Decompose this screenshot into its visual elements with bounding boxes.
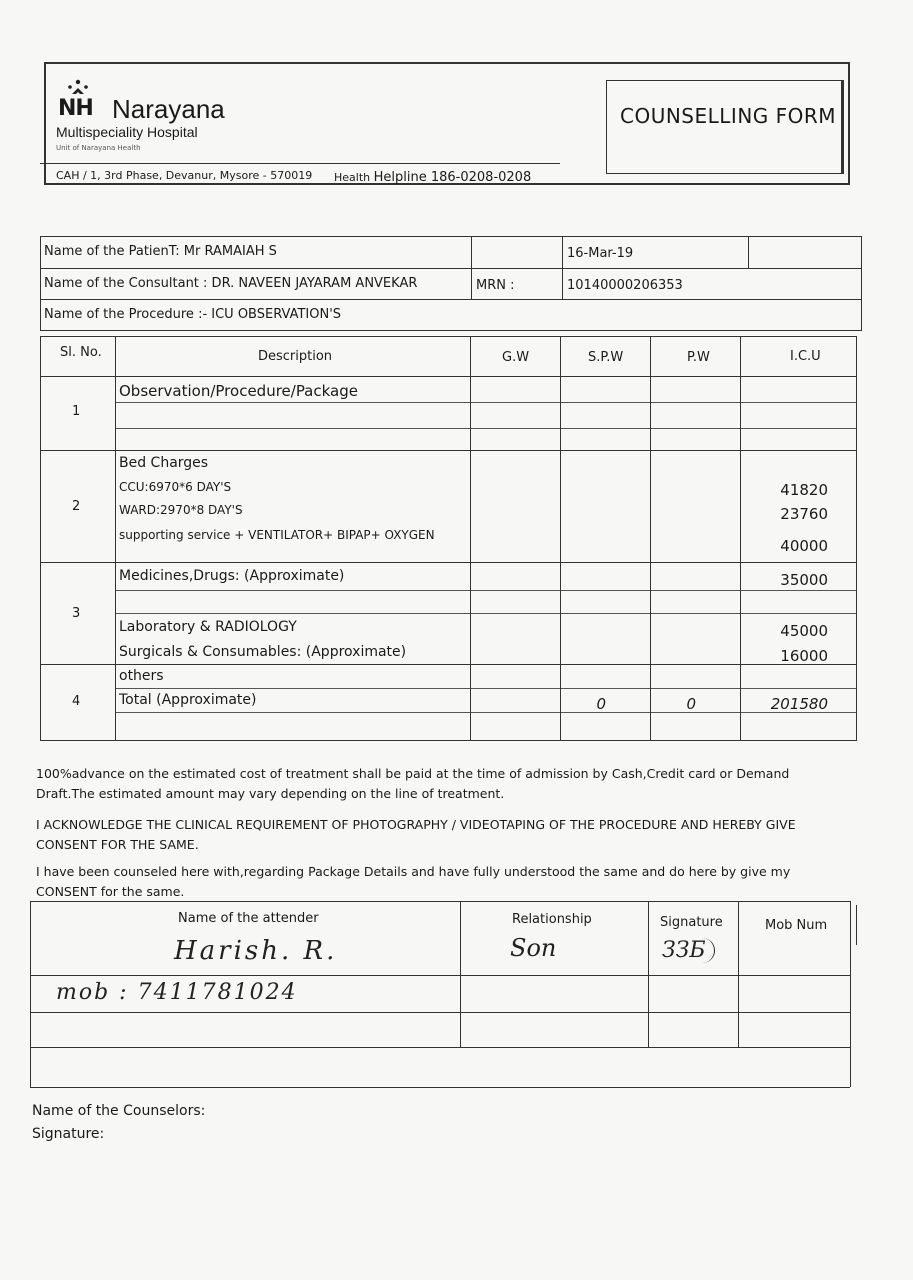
row-sub-item: supporting service + VENTILATOR+ BIPAP+ OXYGEN bbox=[119, 528, 435, 542]
form-title: COUNSELLING FORM bbox=[620, 104, 837, 128]
helpline-value: Helpline 186-0208-0208 bbox=[373, 170, 532, 185]
total-pw: 0 bbox=[686, 695, 696, 713]
grid-line bbox=[115, 688, 857, 689]
grid-line bbox=[460, 901, 461, 1047]
row-description: Observation/Procedure/Package bbox=[119, 382, 358, 400]
row-description: Bed Charges bbox=[119, 455, 209, 471]
grid-line bbox=[115, 336, 116, 740]
grid-line bbox=[115, 402, 857, 403]
row-sub-item: others bbox=[119, 668, 164, 684]
counselors-label: Name of the Counselors: bbox=[32, 1103, 206, 1119]
grid-line bbox=[115, 613, 857, 614]
grid-line bbox=[40, 236, 862, 237]
header-divider bbox=[40, 163, 560, 164]
col-header-spw: S.P.W bbox=[588, 350, 624, 365]
grid-line bbox=[648, 901, 649, 1047]
brand-name: Narayana bbox=[112, 94, 225, 124]
grid-line bbox=[40, 376, 857, 377]
grid-line bbox=[40, 562, 857, 563]
attender-name-handwritten: Harish. R. bbox=[174, 936, 338, 966]
grid-line bbox=[40, 740, 857, 741]
col-header-sl-no: Sl. No. bbox=[60, 345, 102, 360]
mob-handwritten: mob : 7411781024 bbox=[56, 980, 298, 1005]
icu-amount: 35000 bbox=[780, 571, 828, 589]
col-header-icu: I.C.U bbox=[790, 349, 821, 364]
brand-tagline: Unit of Narayana Health bbox=[56, 144, 141, 152]
icu-amount: 41820 bbox=[780, 481, 828, 499]
grid-line bbox=[30, 1047, 850, 1048]
relationship-handwritten: Son bbox=[510, 934, 557, 962]
mrn-label: MRN : bbox=[476, 278, 515, 293]
grid-line bbox=[115, 428, 857, 429]
helpline bbox=[334, 170, 531, 185]
grid-line bbox=[748, 236, 749, 268]
row-sub-item: Surgicals & Consumables: (Approximate) bbox=[119, 644, 407, 660]
col-header-gw: G.W bbox=[502, 350, 530, 365]
signature-header: Signature bbox=[660, 915, 723, 930]
grid-line bbox=[40, 336, 41, 740]
grid-line bbox=[40, 330, 862, 331]
brand-mark: NH bbox=[58, 96, 93, 121]
grid-line bbox=[30, 901, 850, 902]
grid-line bbox=[856, 905, 857, 945]
grid-line bbox=[470, 336, 471, 740]
brand-subtitle: Multispeciality Hospital bbox=[56, 124, 198, 140]
row-number: 2 bbox=[72, 499, 81, 514]
mob-header: Mob Num bbox=[765, 918, 828, 933]
admission-date: 16-Mar-19 bbox=[567, 246, 634, 261]
row-sub-item: Medicines,Drugs: (Approximate) bbox=[119, 568, 345, 584]
procedure-name: Name of the Procedure :- ICU OBSERVATION'S bbox=[44, 307, 342, 322]
icu-amount: 23760 bbox=[780, 505, 828, 523]
patient-name: Name of the PatienT: Mr RAMAIAH S bbox=[44, 244, 277, 259]
total-icu: 201580 bbox=[770, 695, 828, 713]
acknowledge-note: I ACKNOWLEDGE THE CLINICAL REQUIREMENT OF PHOTOGRAPHY / VIDEOTAPING OF THE PROCEDURE AND HEREBY GIVE CONSENT FOR THE SAME. bbox=[36, 817, 796, 852]
grid-line bbox=[40, 268, 862, 269]
grid-line bbox=[115, 590, 857, 591]
col-header-pw: P.W bbox=[687, 350, 710, 365]
helpline-label: Health bbox=[334, 171, 371, 184]
consent-note: I have been counseled here with,regarding Package Details and have fully understood the same and do here by give my CONSENT for the same. bbox=[36, 864, 791, 899]
row-number: 1 bbox=[72, 404, 81, 419]
col-header-description: Description bbox=[258, 349, 333, 364]
advance-note: 100%advance on the estimated cost of treatment shall be paid at the time of admission by Cash,Credit card or Demand Draft.The estimated amount may vary depending on the line of treatment. bbox=[36, 766, 790, 801]
row-sub-item: CCU:6970*6 DAY'S bbox=[119, 480, 232, 494]
grid-line bbox=[560, 336, 561, 740]
attender-name-header: Name of the attender bbox=[178, 911, 319, 926]
grid-line bbox=[471, 236, 472, 299]
grid-line bbox=[738, 901, 739, 1047]
hospital-address: CAH / 1, 3rd Phase, Devanur, Mysore - 570019 bbox=[56, 169, 313, 182]
grid-line bbox=[30, 901, 31, 1087]
grid-line bbox=[40, 236, 41, 330]
total-spw: 0 bbox=[596, 695, 606, 713]
row-sub-item: WARD:2970*8 DAY'S bbox=[119, 503, 243, 517]
grid-line bbox=[861, 236, 862, 330]
row-sub-item: Laboratory & RADIOLOGY bbox=[119, 619, 297, 635]
grid-line bbox=[30, 1012, 850, 1013]
grid-line bbox=[30, 1087, 850, 1088]
mrn-value: 10140000206353 bbox=[567, 278, 683, 293]
icu-amount: 40000 bbox=[780, 537, 828, 555]
grid-line bbox=[40, 450, 857, 451]
signature-handwritten: ЗЗБ bbox=[662, 938, 715, 963]
grid-line bbox=[562, 236, 563, 299]
grid-line bbox=[40, 664, 857, 665]
row-number: 4 bbox=[72, 694, 81, 709]
grid-line bbox=[30, 975, 850, 976]
grid-line bbox=[850, 901, 851, 1087]
relationship-header: Relationship bbox=[512, 912, 592, 927]
total-label: Total (Approximate) bbox=[119, 692, 257, 708]
counselor-signature-label: Signature: bbox=[32, 1126, 105, 1142]
grid-line bbox=[856, 336, 857, 740]
consultant-name: Name of the Consultant : DR. NAVEEN JAYARAM ANVEKAR bbox=[44, 276, 418, 291]
grid-line bbox=[650, 336, 651, 740]
grid-line bbox=[40, 299, 862, 300]
row-number: 3 bbox=[72, 606, 81, 621]
icu-amount: 16000 bbox=[780, 647, 828, 665]
icu-amount: 45000 bbox=[780, 622, 828, 640]
grid-line bbox=[40, 336, 857, 337]
